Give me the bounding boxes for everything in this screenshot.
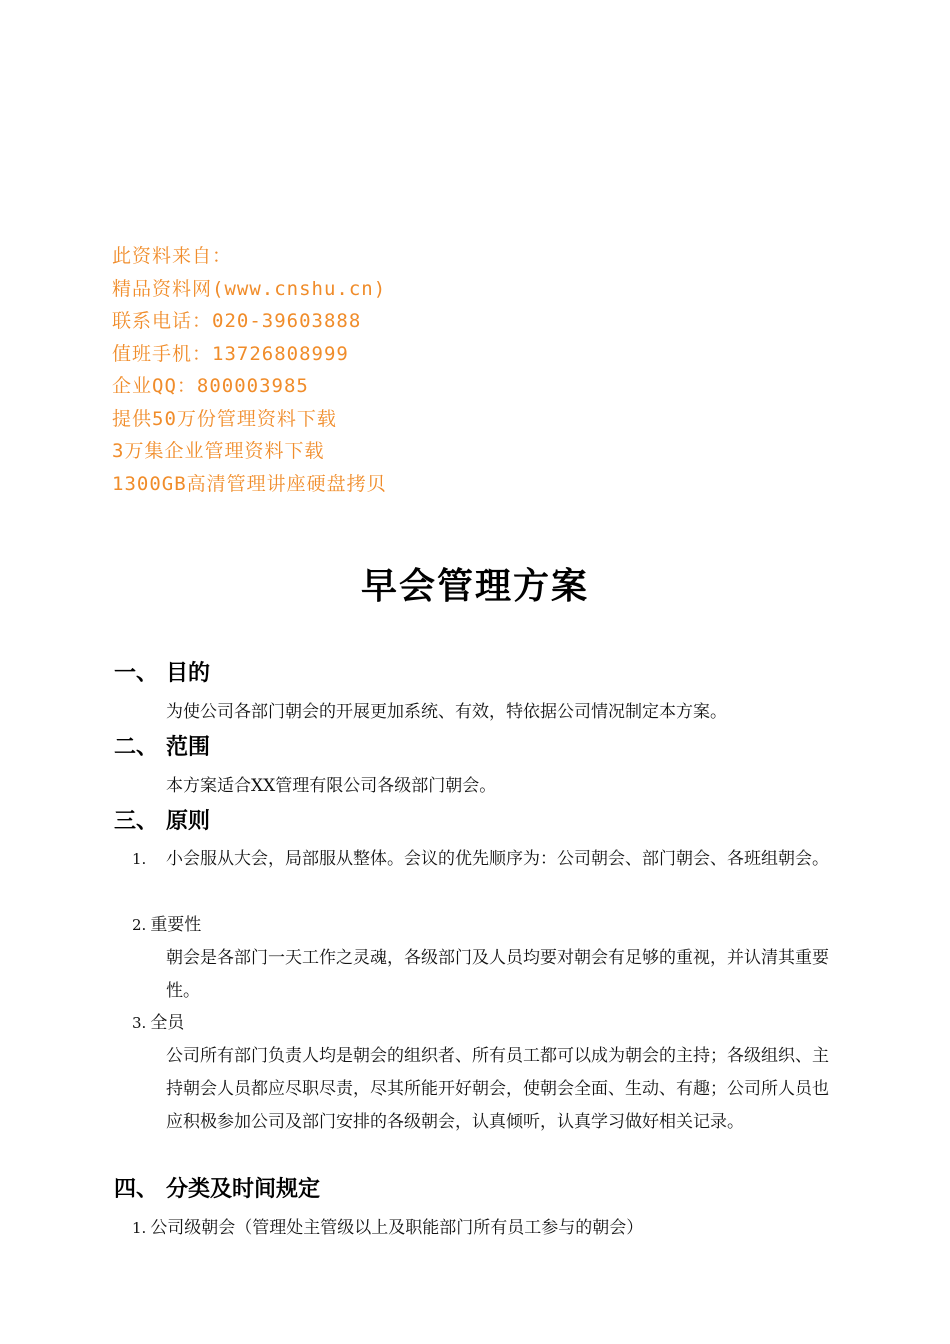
list-item-text: 公司级朝会（管理处主管级以上及职能部门所有员工参与的朝会） [150, 1218, 644, 1238]
section-title: 原则 [166, 809, 211, 834]
classification-item-1 [132, 1212, 643, 1245]
list-index: 2. [132, 916, 147, 934]
source-line-offer-3: 1300GB高清管理讲座硬盘拷贝 [112, 472, 387, 495]
principle-item-2-heading [132, 909, 201, 942]
source-line-offer-1: 提供50万份管理资料下载 [112, 407, 337, 430]
list-item-title: 全员 [150, 1013, 185, 1033]
source-line-qq: 企业QQ：800003985 [112, 375, 309, 397]
principle-item-3-heading [132, 1007, 184, 1040]
principle-item-3-body: 公司所有部门负责人均是朝会的组织者、所有员工都可以成为朝会的主持；各级组织、主持朝会人员都应尽职尽责，尽其所能开好朝会，使朝会全面、生动、有趣；公司所人员也应积极参加公司及部门安排的各级朝会，认真倾听，认真学习做好相关记录。 [166, 1046, 829, 1132]
section-body-purpose: 为使公司各部门朝会的开展更加系统、有效，特依据公司情况制定本方案。 [166, 702, 727, 722]
section-number: 一、 [114, 661, 159, 686]
section-title: 分类及时间规定 [166, 1177, 321, 1202]
list-index: 1. [132, 850, 147, 868]
list-item-title: 重要性 [150, 915, 202, 935]
section-number: 四、 [114, 1177, 159, 1202]
section-number: 三、 [114, 809, 159, 834]
section-heading-principles [114, 807, 210, 837]
section-heading-purpose [114, 659, 210, 689]
principle-item-2-body: 朝会是各部门一天工作之灵魂，各级部门及人员均要对朝会有足够的重视，并认清其重要性。 [166, 948, 829, 1001]
section-heading-scope [114, 733, 210, 763]
source-line-website: 精品资料网(www.cnshu.cn) [112, 277, 387, 300]
source-line-offer-2: 3万集企业管理资料下载 [112, 440, 325, 462]
source-line-intro: 此资料来自： [112, 245, 233, 267]
list-item-text: 小会服从大会，局部服从整体。会议的优先顺序为：公司朝会、部门朝会、各班组朝会。 [166, 849, 829, 869]
source-info-block [112, 240, 632, 500]
source-line-mobile: 值班手机：13726808999 [112, 342, 349, 365]
section-number: 二、 [114, 735, 159, 760]
section-body-scope: 本方案适合XX管理有限公司各级部门朝会。 [166, 776, 497, 796]
list-index: 1. [132, 1219, 147, 1237]
list-index: 3. [132, 1014, 147, 1032]
document-title: 早会管理方案 [360, 566, 589, 607]
principle-item-1 [132, 843, 838, 876]
source-line-phone: 联系电话：020-39603888 [112, 310, 362, 332]
section-title: 目的 [166, 661, 211, 686]
section-heading-classification [114, 1175, 320, 1205]
section-title: 范围 [166, 735, 211, 760]
